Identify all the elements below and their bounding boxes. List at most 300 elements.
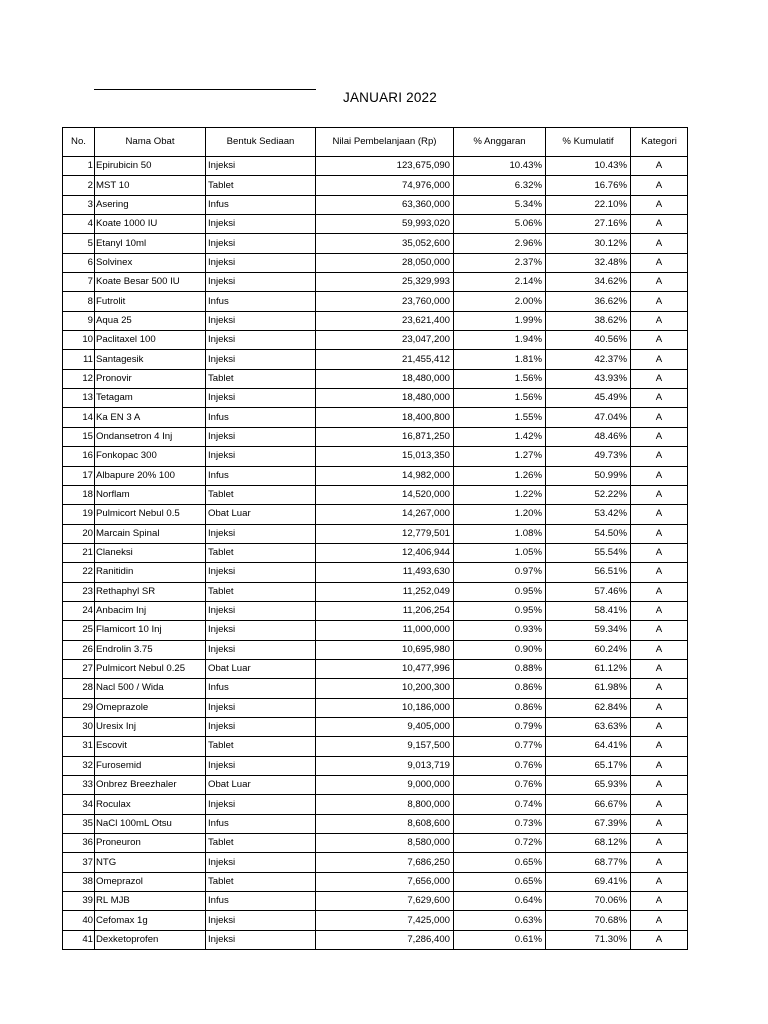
spending-value-cell: 9,000,000 (316, 776, 454, 795)
category-cell: A (631, 892, 688, 911)
budget-percent-cell: 0.64% (454, 892, 546, 911)
dosage-form-cell: Tablet (206, 543, 316, 562)
drug-name-cell: Rethaphyl SR (95, 582, 206, 601)
budget-percent-cell: 6.32% (454, 176, 546, 195)
drug-spending-table (62, 127, 688, 950)
table-header-row (63, 128, 688, 157)
row-number-cell: 1 (63, 157, 95, 176)
category-cell: A (631, 776, 688, 795)
category-cell: A (631, 717, 688, 736)
row-number-cell: 8 (63, 292, 95, 311)
spending-value-cell: 59,993,020 (316, 215, 454, 234)
cumulative-percent-cell: 49.73% (546, 447, 631, 466)
dosage-form-cell: Obat Luar (206, 505, 316, 524)
category-cell: A (631, 543, 688, 562)
row-number-cell: 25 (63, 621, 95, 640)
dosage-form-cell: Obat Luar (206, 776, 316, 795)
dosage-form-cell: Infus (206, 292, 316, 311)
cumulative-percent-cell: 69.41% (546, 872, 631, 891)
spending-value-cell: 11,000,000 (316, 621, 454, 640)
drug-name-cell: Cefomax 1g (95, 911, 206, 930)
cumulative-percent-cell: 27.16% (546, 215, 631, 234)
cumulative-percent-cell: 38.62% (546, 311, 631, 330)
dosage-form-cell: Tablet (206, 369, 316, 388)
drug-name-cell: Koate Besar 500 IU (95, 273, 206, 292)
budget-percent-cell: 1.99% (454, 311, 546, 330)
dosage-form-cell: Injeksi (206, 389, 316, 408)
budget-percent-cell: 10.43% (454, 157, 546, 176)
dosage-form-cell: Injeksi (206, 911, 316, 930)
dosage-form-cell: Obat Luar (206, 659, 316, 678)
category-cell: A (631, 524, 688, 543)
budget-percent-cell: 1.81% (454, 350, 546, 369)
table-row (63, 311, 688, 330)
category-cell: A (631, 427, 688, 446)
row-number-cell: 29 (63, 698, 95, 717)
budget-percent-cell: 2.00% (454, 292, 546, 311)
cumulative-percent-cell: 45.49% (546, 389, 631, 408)
table-row (63, 834, 688, 853)
row-number-cell: 7 (63, 273, 95, 292)
table-row (63, 331, 688, 350)
table-row (63, 756, 688, 775)
cumulative-percent-cell: 58.41% (546, 601, 631, 620)
table-row (63, 215, 688, 234)
spending-value-cell: 10,695,980 (316, 640, 454, 659)
dosage-form-cell: Injeksi (206, 524, 316, 543)
budget-percent-cell: 0.76% (454, 756, 546, 775)
table-row (63, 776, 688, 795)
drug-name-cell: Epirubicin 50 (95, 157, 206, 176)
spending-value-cell: 25,329,993 (316, 273, 454, 292)
budget-percent-cell: 0.88% (454, 659, 546, 678)
table-row (63, 717, 688, 736)
cumulative-percent-cell: 40.56% (546, 331, 631, 350)
category-cell: A (631, 679, 688, 698)
cumulative-percent-cell: 65.17% (546, 756, 631, 775)
row-number-cell: 15 (63, 427, 95, 446)
row-number-cell: 6 (63, 253, 95, 272)
row-number-cell: 27 (63, 659, 95, 678)
drug-name-cell: Nacl 500 / Wida (95, 679, 206, 698)
row-number-cell: 31 (63, 737, 95, 756)
row-number-cell: 28 (63, 679, 95, 698)
table-row (63, 485, 688, 504)
dosage-form-cell: Tablet (206, 872, 316, 891)
header-nilai-pembelanjaan: Nilai Pembelanjaan (Rp) (316, 128, 454, 157)
spending-value-cell: 11,206,254 (316, 601, 454, 620)
spending-value-cell: 7,425,000 (316, 911, 454, 930)
budget-percent-cell: 1.20% (454, 505, 546, 524)
category-cell: A (631, 234, 688, 253)
table-row (63, 369, 688, 388)
budget-percent-cell: 0.86% (454, 679, 546, 698)
header-persen-kumulatif: % Kumulatif (546, 128, 631, 157)
cumulative-percent-cell: 60.24% (546, 640, 631, 659)
drug-name-cell: Paclitaxel 100 (95, 331, 206, 350)
budget-percent-cell: 2.37% (454, 253, 546, 272)
dosage-form-cell: Injeksi (206, 717, 316, 736)
spending-value-cell: 10,186,000 (316, 698, 454, 717)
header-nama-obat: Nama Obat (95, 128, 206, 157)
cumulative-percent-cell: 66.67% (546, 795, 631, 814)
spending-value-cell: 7,656,000 (316, 872, 454, 891)
table-row (63, 447, 688, 466)
row-number-cell: 41 (63, 930, 95, 949)
budget-percent-cell: 0.65% (454, 853, 546, 872)
cumulative-percent-cell: 10.43% (546, 157, 631, 176)
cumulative-percent-cell: 50.99% (546, 466, 631, 485)
table-row (63, 543, 688, 562)
table-row (63, 659, 688, 678)
dosage-form-cell: Infus (206, 679, 316, 698)
header-bentuk-sediaan: Bentuk Sediaan (206, 128, 316, 157)
spending-value-cell: 12,779,501 (316, 524, 454, 543)
spending-value-cell: 10,477,996 (316, 659, 454, 678)
spending-value-cell: 16,871,250 (316, 427, 454, 446)
dosage-form-cell: Injeksi (206, 853, 316, 872)
header-no: No. (63, 128, 95, 157)
row-number-cell: 18 (63, 485, 95, 504)
cumulative-percent-cell: 65.93% (546, 776, 631, 795)
category-cell: A (631, 930, 688, 949)
cumulative-percent-cell: 64.41% (546, 737, 631, 756)
table-row (63, 273, 688, 292)
budget-percent-cell: 1.27% (454, 447, 546, 466)
drug-name-cell: Claneksi (95, 543, 206, 562)
budget-percent-cell: 2.14% (454, 273, 546, 292)
row-number-cell: 20 (63, 524, 95, 543)
cumulative-percent-cell: 43.93% (546, 369, 631, 388)
table-row (63, 389, 688, 408)
drug-name-cell: Etanyl 10ml (95, 234, 206, 253)
spending-value-cell: 23,760,000 (316, 292, 454, 311)
cumulative-percent-cell: 71.30% (546, 930, 631, 949)
budget-percent-cell: 1.56% (454, 389, 546, 408)
table-row (63, 350, 688, 369)
category-cell: A (631, 273, 688, 292)
row-number-cell: 3 (63, 195, 95, 214)
drug-name-cell: Proneuron (95, 834, 206, 853)
budget-percent-cell: 0.74% (454, 795, 546, 814)
category-cell: A (631, 331, 688, 350)
cumulative-percent-cell: 48.46% (546, 427, 631, 446)
table-row (63, 253, 688, 272)
budget-percent-cell: 0.95% (454, 601, 546, 620)
cumulative-percent-cell: 54.50% (546, 524, 631, 543)
cumulative-percent-cell: 68.12% (546, 834, 631, 853)
budget-percent-cell: 1.42% (454, 427, 546, 446)
table-row (63, 853, 688, 872)
table-row (63, 640, 688, 659)
dosage-form-cell: Injeksi (206, 601, 316, 620)
table-row (63, 679, 688, 698)
dosage-form-cell: Injeksi (206, 447, 316, 466)
budget-percent-cell: 5.06% (454, 215, 546, 234)
spending-value-cell: 74,976,000 (316, 176, 454, 195)
cumulative-percent-cell: 42.37% (546, 350, 631, 369)
cumulative-percent-cell: 55.54% (546, 543, 631, 562)
cumulative-percent-cell: 53.42% (546, 505, 631, 524)
dosage-form-cell: Infus (206, 814, 316, 833)
dosage-form-cell: Injeksi (206, 331, 316, 350)
budget-percent-cell: 0.97% (454, 563, 546, 582)
category-cell: A (631, 795, 688, 814)
category-cell: A (631, 834, 688, 853)
table-row (63, 621, 688, 640)
cumulative-percent-cell: 61.98% (546, 679, 631, 698)
row-number-cell: 9 (63, 311, 95, 330)
budget-percent-cell: 1.94% (454, 331, 546, 350)
category-cell: A (631, 215, 688, 234)
dosage-form-cell: Injeksi (206, 563, 316, 582)
spending-value-cell: 11,252,049 (316, 582, 454, 601)
row-number-cell: 26 (63, 640, 95, 659)
drug-name-cell: Santagesik (95, 350, 206, 369)
spending-value-cell: 18,480,000 (316, 369, 454, 388)
row-number-cell: 19 (63, 505, 95, 524)
budget-percent-cell: 1.08% (454, 524, 546, 543)
cumulative-percent-cell: 67.39% (546, 814, 631, 833)
table-row (63, 892, 688, 911)
cumulative-percent-cell: 47.04% (546, 408, 631, 427)
drug-name-cell: Norflam (95, 485, 206, 504)
cumulative-percent-cell: 62.84% (546, 698, 631, 717)
row-number-cell: 21 (63, 543, 95, 562)
category-cell: A (631, 737, 688, 756)
spending-value-cell: 14,982,000 (316, 466, 454, 485)
table-row (63, 427, 688, 446)
spending-value-cell: 63,360,000 (316, 195, 454, 214)
category-cell: A (631, 408, 688, 427)
spending-value-cell: 28,050,000 (316, 253, 454, 272)
spending-value-cell: 14,520,000 (316, 485, 454, 504)
drug-name-cell: Ka EN 3 A (95, 408, 206, 427)
spending-value-cell: 15,013,350 (316, 447, 454, 466)
dosage-form-cell: Infus (206, 408, 316, 427)
table-row (63, 737, 688, 756)
budget-percent-cell: 0.73% (454, 814, 546, 833)
row-number-cell: 30 (63, 717, 95, 736)
category-cell: A (631, 311, 688, 330)
drug-name-cell: Furosemid (95, 756, 206, 775)
category-cell: A (631, 814, 688, 833)
drug-name-cell: MST 10 (95, 176, 206, 195)
dosage-form-cell: Tablet (206, 737, 316, 756)
cumulative-percent-cell: 52.22% (546, 485, 631, 504)
drug-name-cell: Omeprazol (95, 872, 206, 891)
table-row (63, 795, 688, 814)
category-cell: A (631, 698, 688, 717)
spending-value-cell: 12,406,944 (316, 543, 454, 562)
dosage-form-cell: Tablet (206, 176, 316, 195)
drug-name-cell: Ranitidin (95, 563, 206, 582)
category-cell: A (631, 911, 688, 930)
drug-name-cell: Uresix Inj (95, 717, 206, 736)
budget-percent-cell: 0.72% (454, 834, 546, 853)
row-number-cell: 35 (63, 814, 95, 833)
spending-value-cell: 7,686,250 (316, 853, 454, 872)
page-title: JANUARI 2022 (343, 90, 437, 105)
category-cell: A (631, 621, 688, 640)
budget-percent-cell: 0.61% (454, 930, 546, 949)
category-cell: A (631, 157, 688, 176)
table-row (63, 505, 688, 524)
drug-name-cell: Futrolit (95, 292, 206, 311)
table-body (63, 157, 688, 950)
drug-name-cell: NaCl 100mL Otsu (95, 814, 206, 833)
row-number-cell: 10 (63, 331, 95, 350)
budget-percent-cell: 0.90% (454, 640, 546, 659)
drug-name-cell: Pronovir (95, 369, 206, 388)
budget-percent-cell: 1.22% (454, 485, 546, 504)
row-number-cell: 4 (63, 215, 95, 234)
row-number-cell: 16 (63, 447, 95, 466)
budget-percent-cell: 5.34% (454, 195, 546, 214)
drug-name-cell: Marcain Spinal (95, 524, 206, 543)
category-cell: A (631, 601, 688, 620)
category-cell: A (631, 853, 688, 872)
drug-name-cell: Escovit (95, 737, 206, 756)
table-row (63, 814, 688, 833)
table-row (63, 234, 688, 253)
drug-name-cell: NTG (95, 853, 206, 872)
drug-name-cell: RL MJB (95, 892, 206, 911)
cumulative-percent-cell: 34.62% (546, 273, 631, 292)
row-number-cell: 37 (63, 853, 95, 872)
drug-name-cell: Fonkopac 300 (95, 447, 206, 466)
drug-name-cell: Roculax (95, 795, 206, 814)
drug-name-cell: Koate 1000 IU (95, 215, 206, 234)
category-cell: A (631, 447, 688, 466)
category-cell: A (631, 253, 688, 272)
category-cell: A (631, 659, 688, 678)
category-cell: A (631, 350, 688, 369)
category-cell: A (631, 176, 688, 195)
category-cell: A (631, 292, 688, 311)
row-number-cell: 12 (63, 369, 95, 388)
spending-value-cell: 10,200,300 (316, 679, 454, 698)
cumulative-percent-cell: 68.77% (546, 853, 631, 872)
drug-name-cell: Ondansetron 4 Inj (95, 427, 206, 446)
category-cell: A (631, 485, 688, 504)
cumulative-percent-cell: 56.51% (546, 563, 631, 582)
spending-value-cell: 7,286,400 (316, 930, 454, 949)
dosage-form-cell: Injeksi (206, 930, 316, 949)
dosage-form-cell: Injeksi (206, 215, 316, 234)
spending-value-cell: 23,621,400 (316, 311, 454, 330)
category-cell: A (631, 563, 688, 582)
category-cell: A (631, 756, 688, 775)
table-row (63, 195, 688, 214)
dosage-form-cell: Tablet (206, 582, 316, 601)
row-number-cell: 23 (63, 582, 95, 601)
budget-percent-cell: 0.63% (454, 911, 546, 930)
budget-percent-cell: 0.76% (454, 776, 546, 795)
dosage-form-cell: Injeksi (206, 698, 316, 717)
cumulative-percent-cell: 30.12% (546, 234, 631, 253)
table-row (63, 911, 688, 930)
dosage-form-cell: Infus (206, 195, 316, 214)
cumulative-percent-cell: 59.34% (546, 621, 631, 640)
budget-percent-cell: 2.96% (454, 234, 546, 253)
drug-name-cell: Endrolin 3.75 (95, 640, 206, 659)
spending-value-cell: 18,480,000 (316, 389, 454, 408)
table-row (63, 157, 688, 176)
spending-value-cell: 8,608,600 (316, 814, 454, 833)
category-cell: A (631, 466, 688, 485)
category-cell: A (631, 872, 688, 891)
spending-value-cell: 18,400,800 (316, 408, 454, 427)
budget-percent-cell: 1.26% (454, 466, 546, 485)
spending-value-cell: 8,580,000 (316, 834, 454, 853)
spending-value-cell: 9,013,719 (316, 756, 454, 775)
category-cell: A (631, 582, 688, 601)
row-number-cell: 32 (63, 756, 95, 775)
row-number-cell: 17 (63, 466, 95, 485)
dosage-form-cell: Tablet (206, 485, 316, 504)
dosage-form-cell: Infus (206, 466, 316, 485)
budget-percent-cell: 1.55% (454, 408, 546, 427)
dosage-form-cell: Injeksi (206, 756, 316, 775)
cumulative-percent-cell: 32.48% (546, 253, 631, 272)
budget-percent-cell: 0.65% (454, 872, 546, 891)
dosage-form-cell: Tablet (206, 834, 316, 853)
top-rule-line (94, 89, 316, 90)
drug-name-cell: Pulmicort Nebul 0.25 (95, 659, 206, 678)
cumulative-percent-cell: 57.46% (546, 582, 631, 601)
row-number-cell: 5 (63, 234, 95, 253)
cumulative-percent-cell: 70.68% (546, 911, 631, 930)
cumulative-percent-cell: 61.12% (546, 659, 631, 678)
header-kategori: Kategori (631, 128, 688, 157)
drug-name-cell: Aqua 25 (95, 311, 206, 330)
row-number-cell: 13 (63, 389, 95, 408)
table-row (63, 408, 688, 427)
dosage-form-cell: Injeksi (206, 621, 316, 640)
table-row (63, 872, 688, 891)
dosage-form-cell: Injeksi (206, 640, 316, 659)
dosage-form-cell: Injeksi (206, 350, 316, 369)
budget-percent-cell: 1.05% (454, 543, 546, 562)
row-number-cell: 33 (63, 776, 95, 795)
dosage-form-cell: Injeksi (206, 234, 316, 253)
row-number-cell: 34 (63, 795, 95, 814)
spending-value-cell: 9,157,500 (316, 737, 454, 756)
cumulative-percent-cell: 16.76% (546, 176, 631, 195)
cumulative-percent-cell: 63.63% (546, 717, 631, 736)
drug-name-cell: Anbacim Inj (95, 601, 206, 620)
category-cell: A (631, 505, 688, 524)
header-persen-anggaran: % Anggaran (454, 128, 546, 157)
budget-percent-cell: 0.95% (454, 582, 546, 601)
spending-value-cell: 21,455,412 (316, 350, 454, 369)
row-number-cell: 36 (63, 834, 95, 853)
table-row (63, 176, 688, 195)
dosage-form-cell: Injeksi (206, 427, 316, 446)
table-row (63, 292, 688, 311)
spending-value-cell: 7,629,600 (316, 892, 454, 911)
drug-name-cell: Flamicort 10 Inj (95, 621, 206, 640)
cumulative-percent-cell: 36.62% (546, 292, 631, 311)
spending-value-cell: 9,405,000 (316, 717, 454, 736)
cumulative-percent-cell: 70.06% (546, 892, 631, 911)
category-cell: A (631, 195, 688, 214)
dosage-form-cell: Injeksi (206, 253, 316, 272)
table-row (63, 563, 688, 582)
spending-value-cell: 35,052,600 (316, 234, 454, 253)
drug-name-cell: Pulmicort Nebul 0.5 (95, 505, 206, 524)
